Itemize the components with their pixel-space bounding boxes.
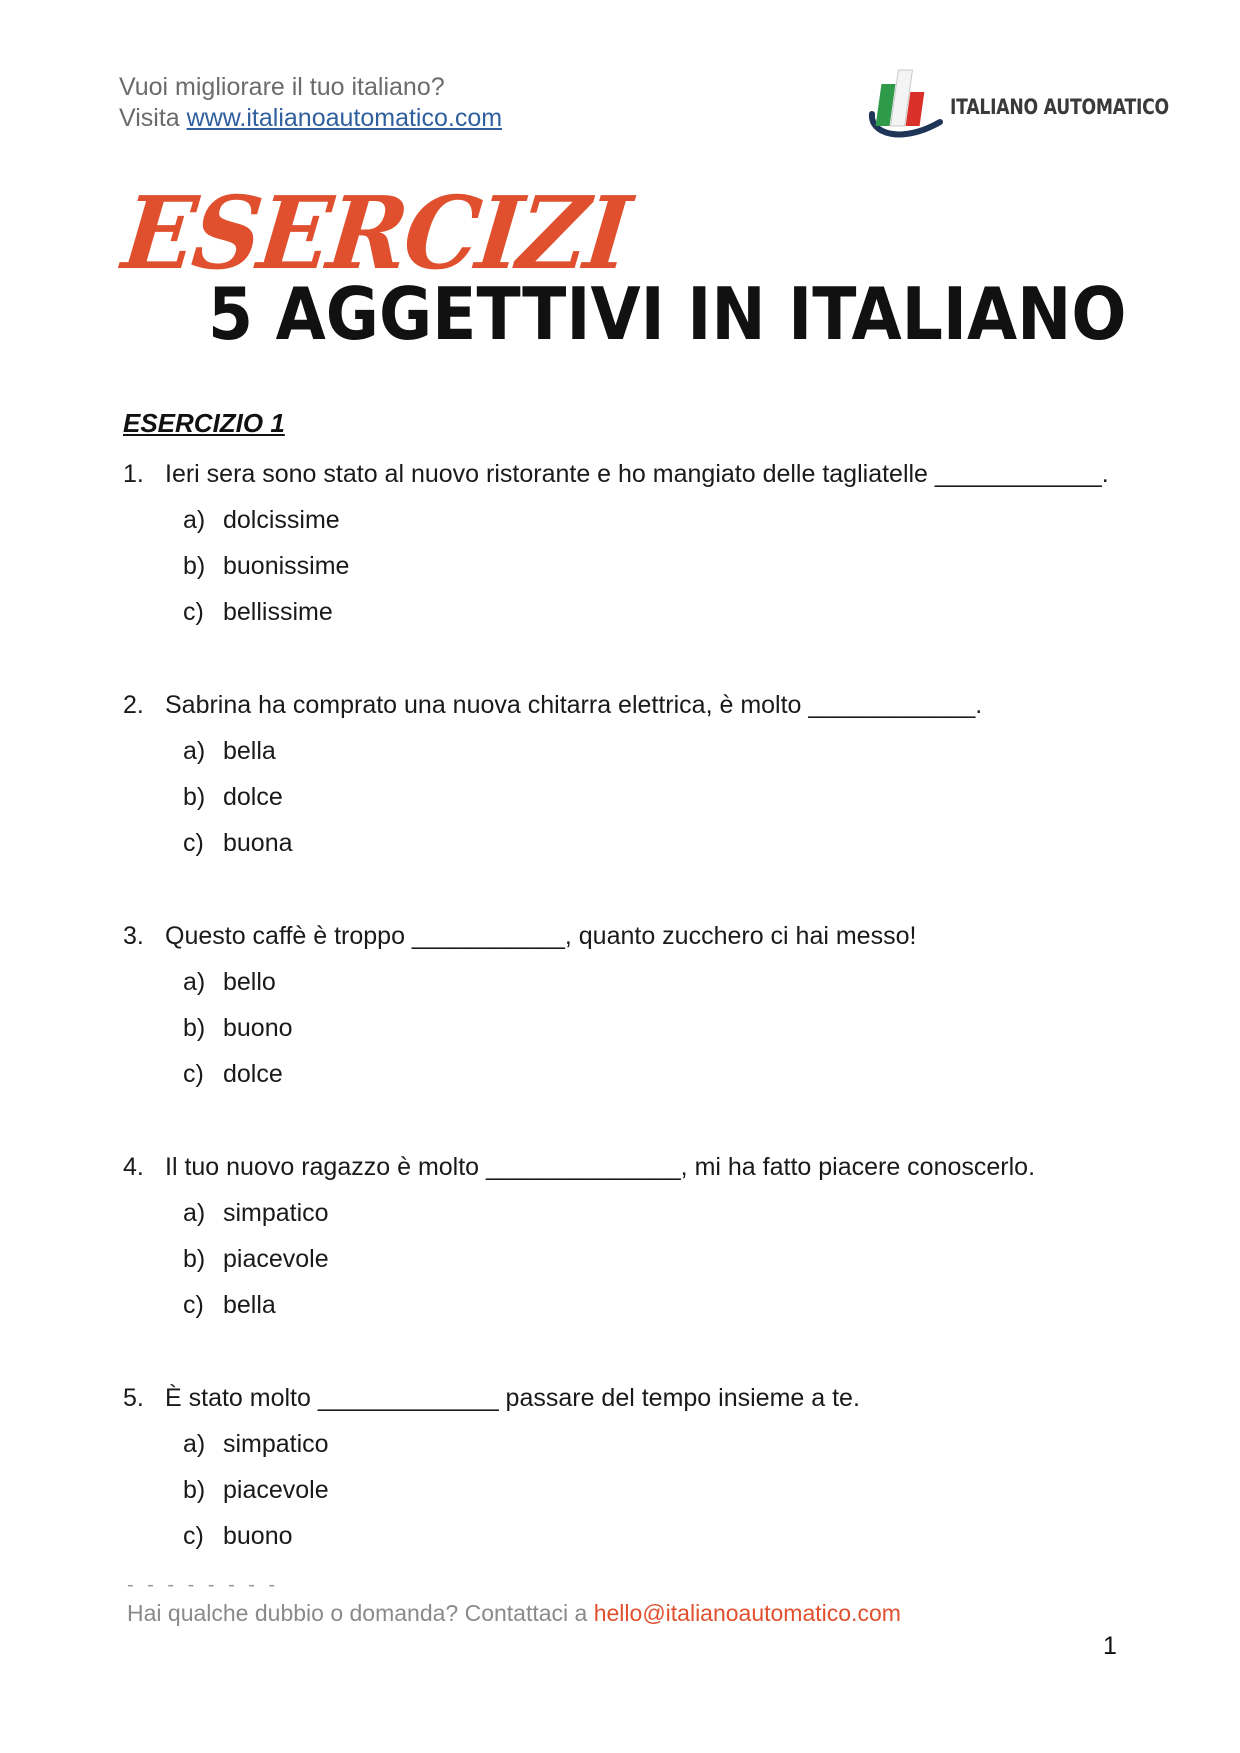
option-text: bello (223, 968, 276, 996)
option-letter: b) (183, 1245, 206, 1273)
option-letter: a) (183, 506, 206, 534)
header-text (119, 72, 502, 134)
question-number: 3. (123, 922, 144, 950)
logo-text: ITALIANO AUTOMATICO (950, 95, 1169, 119)
option-text: dolcissime (223, 506, 340, 534)
option-text: piacevole (223, 1245, 329, 1273)
title-script: ESERCIZI (117, 174, 634, 292)
contact-email-link[interactable]: hello@italianoautomatico.com (593, 1600, 901, 1626)
option-letter: a) (183, 968, 206, 996)
option-letter: a) (183, 737, 206, 765)
header-visit-label: Visita (119, 104, 187, 132)
question-text: Sabrina ha comprato una nuova chitarra elettrica, è molto ____________. (165, 691, 983, 719)
option-letter: a) (183, 1199, 206, 1227)
option-letter: c) (183, 1522, 204, 1550)
option-text: dolce (223, 783, 283, 811)
option-letter: c) (183, 598, 204, 626)
option-text: bella (223, 737, 276, 765)
option-letter: a) (183, 1430, 206, 1458)
option-text: bella (223, 1291, 276, 1319)
question-text: Il tuo nuovo ragazzo è molto ______________, mi ha fatto piacere conoscerlo. (165, 1153, 1036, 1181)
footer-contact-label: Hai qualche dubbio o domanda? Contattaci a (127, 1600, 594, 1626)
option-text: simpatico (223, 1199, 329, 1227)
question-text: Questo caffè è troppo ___________, quanto zucchero ci hai messo! (165, 922, 917, 950)
page-number: 1 (1103, 1632, 1117, 1660)
question-number: 4. (123, 1153, 144, 1181)
option-letter: c) (183, 829, 204, 857)
option-text: simpatico (223, 1430, 329, 1458)
question-number: 1. (123, 460, 144, 488)
option-text: piacevole (223, 1476, 329, 1504)
question-text: È stato molto _____________ passare del tempo insieme a te. (165, 1384, 860, 1412)
option-text: buonissime (223, 552, 350, 580)
option-text: buono (223, 1522, 293, 1550)
footer-divider: - - - - - - - - (127, 1574, 280, 1596)
option-letter: c) (183, 1291, 204, 1319)
option-text: bellissime (223, 598, 333, 626)
option-text: buona (223, 829, 293, 857)
question-text: Ieri sera sono stato al nuovo ristorante e ho mangiato delle tagliatelle ____________. (165, 460, 1109, 488)
italiano-automatico-logo (862, 66, 1169, 150)
header-line2 (119, 103, 502, 134)
page-title: 5 AGGETTIVI IN ITALIANO (208, 272, 1127, 356)
option-letter: c) (183, 1060, 204, 1088)
header-line1: Vuoi migliorare il tuo italiano? (119, 73, 445, 101)
website-link[interactable]: www.italianoautomatico.com (186, 104, 503, 132)
question-number: 2. (123, 691, 144, 719)
option-letter: b) (183, 1476, 206, 1504)
option-text: buono (223, 1014, 293, 1042)
footer-text (127, 1600, 901, 1627)
question-number: 5. (123, 1384, 144, 1412)
option-letter: b) (183, 1014, 206, 1042)
option-letter: b) (183, 552, 206, 580)
option-letter: b) (183, 783, 206, 811)
option-text: dolce (223, 1060, 283, 1088)
logo-emblem-icon (862, 66, 952, 150)
exercise-heading: ESERCIZIO 1 (123, 408, 285, 438)
